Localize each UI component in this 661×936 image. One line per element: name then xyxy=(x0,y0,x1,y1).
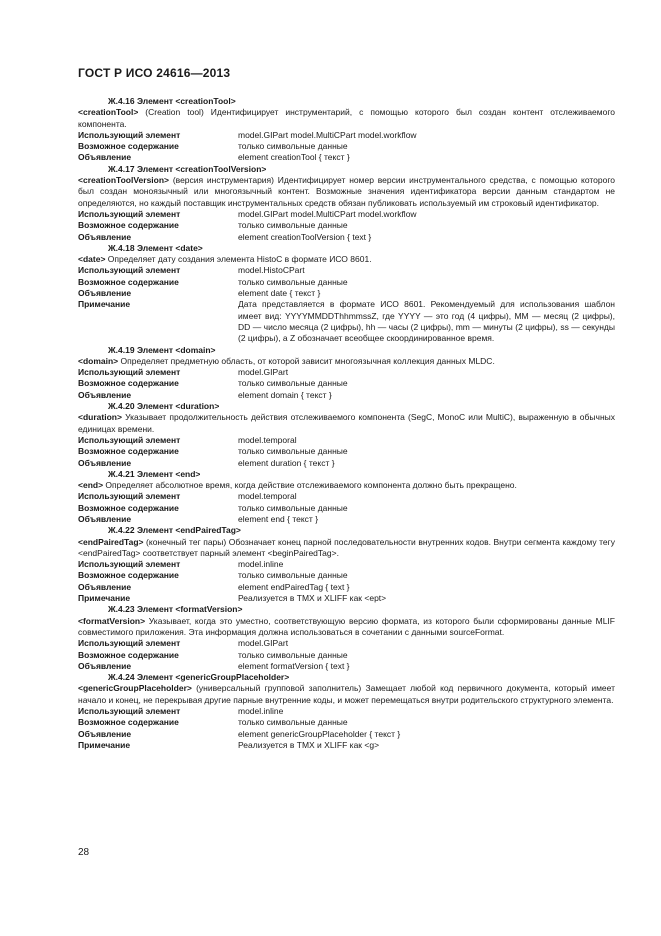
section-description xyxy=(78,537,615,560)
element-tag: <genericGroupPlaceholder> xyxy=(78,683,192,694)
section-description xyxy=(78,480,615,491)
property-row xyxy=(78,378,615,389)
property-value: только символьные данные xyxy=(238,502,348,513)
property-label: Использующий элемент xyxy=(78,367,181,378)
element-tag: <creationToolVersion> xyxy=(78,175,170,186)
property-value: element date { текст } xyxy=(238,288,321,299)
element-tag: <formatVersion> xyxy=(78,615,146,626)
property-value: element creationTool { текст } xyxy=(238,152,350,163)
section-heading: Ж.4.18 Элемент <date> xyxy=(108,242,203,253)
element-tag: <duration> xyxy=(78,412,122,423)
description-text: (Creation tool) Идентифицирует инструментарий, с помощью которого был создан контент отслеживаемого компонента. xyxy=(78,107,615,129)
page-header-title: ГОСТ Р ИСО 24616—2013 xyxy=(78,66,231,80)
section-heading: Ж.4.20 Элемент <duration> xyxy=(108,401,220,412)
property-value: только символьные данные xyxy=(238,378,348,389)
property-row xyxy=(78,661,615,672)
property-label: Объявление xyxy=(78,581,132,592)
section-heading: Ж.4.16 Элемент <creationTool> xyxy=(108,96,236,106)
property-row xyxy=(78,570,615,581)
property-value: Реализуется в TMX и XLIFF как <ept> xyxy=(238,593,387,604)
property-row xyxy=(78,141,615,152)
property-value: Дата представляется в формате ИСО 8601. Рекомендуемый для использования шаблон имеет вид: YYYYMMDDThhmmssZ, где YYYY — это год (4 цифры), MM — месяц (2 цифры), DD — число месяца (2 цифры), hh — часы (2 цифры), mm — минуты (2 цифры), ss — секунды (2 цифры), а Z обозначает всеобщее скоординированное время. xyxy=(238,299,615,344)
section-description xyxy=(78,107,615,130)
property-value: только символьные данные xyxy=(238,276,348,287)
property-value: model.GIPart xyxy=(238,367,289,378)
property-label: Объявление xyxy=(78,288,132,299)
property-row xyxy=(78,130,615,141)
property-value: model.GIPart model.MultiCPart model.workflow xyxy=(238,129,417,140)
property-row xyxy=(78,299,615,344)
property-label: Объявление xyxy=(78,660,132,671)
property-label: Возможное содержание xyxy=(78,649,179,660)
property-label: Возможное содержание xyxy=(78,378,179,389)
page-number: 28 xyxy=(78,847,90,858)
property-row xyxy=(78,232,615,243)
property-label: Использующий элемент xyxy=(78,208,181,219)
property-value: model.temporal xyxy=(238,434,297,445)
property-row xyxy=(78,435,615,446)
element-tag: <endPairedTag> xyxy=(78,536,144,547)
property-label: Объявление xyxy=(78,513,132,524)
property-label: Объявление xyxy=(78,389,132,400)
description-text: Определяет предметную область, от которой зависит многоязычная коллекция данных MLDC. xyxy=(118,355,495,366)
property-value: model.GIPart model.MultiCPart model.workflow xyxy=(238,208,417,219)
property-value: element duration { текст } xyxy=(238,457,335,468)
property-row xyxy=(78,446,615,457)
property-label: Использующий элемент xyxy=(78,129,181,140)
property-value: element genericGroupPlaceholder { текст } xyxy=(238,728,401,739)
property-label: Примечание xyxy=(78,739,131,750)
property-value: только символьные данные xyxy=(238,717,348,728)
section-description xyxy=(78,356,615,367)
property-value: только символьные данные xyxy=(238,649,348,660)
element-tag: <date> xyxy=(78,254,106,265)
section-description xyxy=(78,683,615,706)
property-label: Возможное содержание xyxy=(78,141,179,152)
property-value: element domain { текст } xyxy=(238,389,332,400)
description-text: Определяет дату создания элемента HistoC в формате ИСО 8601. xyxy=(105,254,372,265)
property-value: только символьные данные xyxy=(238,141,348,152)
property-row xyxy=(78,152,615,163)
section-heading: Ж.4.19 Элемент <domain> xyxy=(108,344,216,355)
property-row xyxy=(78,593,615,604)
property-value: только символьные данные xyxy=(238,446,348,457)
section-description xyxy=(78,616,615,639)
property-row xyxy=(78,503,615,514)
property-row xyxy=(78,209,615,220)
property-label: Возможное содержание xyxy=(78,717,179,728)
property-row xyxy=(78,390,615,401)
property-row xyxy=(78,638,615,649)
property-value: model.temporal xyxy=(238,491,297,502)
document-body xyxy=(78,96,615,751)
property-label: Возможное содержание xyxy=(78,570,179,581)
property-row xyxy=(78,491,615,502)
property-label: Использующий элемент xyxy=(78,559,181,570)
description-text: Указывает продолжительность действия отслеживаемого компонента (SegC, MonoC или MultiC), выраженную в обычных единицах времени. xyxy=(78,412,615,434)
property-row xyxy=(78,582,615,593)
property-value: только символьные данные xyxy=(238,220,348,231)
property-row xyxy=(78,650,615,661)
property-label: Возможное содержание xyxy=(78,446,179,457)
property-label: Объявление xyxy=(78,457,132,468)
section-description xyxy=(78,175,615,209)
property-value: только символьные данные xyxy=(238,570,348,581)
property-value: Реализуется в TMX и XLIFF как <g> xyxy=(238,739,380,750)
section-heading: Ж.4.17 Элемент <creationToolVersion> xyxy=(108,163,267,174)
element-tag: <creationTool> xyxy=(78,107,139,118)
property-row xyxy=(78,367,615,378)
property-value: model.inline xyxy=(238,559,284,570)
property-label: Использующий элемент xyxy=(78,706,181,717)
property-row xyxy=(78,740,615,751)
description-text: (версия инструментария) Идентифицирует номер версии инструментального средства, с помощью которого был создан моноязычный или многоязычный контент. Возможные значения идентификатора версии данным стандартом не определяются, но каждый поставщик инструментальных средств обязан публиковать используемый им строковый идентификатор. xyxy=(78,175,615,208)
property-value: element endPairedTag { text } xyxy=(238,581,350,592)
property-label: Примечание xyxy=(78,593,131,604)
description-text: (универсальный групповой заполнитель) Замещает любой код первичного документа, который имеет начало и конец, не перекрывая другие парные внутренние коды, и может перемещаться внутри родительского структурного элемента. xyxy=(78,683,615,705)
property-label: Объявление xyxy=(78,152,132,163)
property-row xyxy=(78,514,615,525)
element-tag: <end> xyxy=(78,480,104,491)
property-label: Объявление xyxy=(78,728,132,739)
property-row xyxy=(78,559,615,570)
property-row xyxy=(78,706,615,717)
property-label: Использующий элемент xyxy=(78,638,181,649)
property-label: Использующий элемент xyxy=(78,265,181,276)
property-value: element creationToolVersion { text } xyxy=(238,231,372,242)
property-row xyxy=(78,220,615,231)
property-label: Возможное содержание xyxy=(78,276,179,287)
section-description xyxy=(78,412,615,435)
property-row xyxy=(78,288,615,299)
property-value: element end { текст } xyxy=(238,513,319,524)
property-value: model.GIPart xyxy=(238,638,289,649)
section-heading: Ж.4.21 Элемент <end> xyxy=(108,468,201,479)
property-label: Возможное содержание xyxy=(78,220,179,231)
property-row xyxy=(78,729,615,740)
property-label: Использующий элемент xyxy=(78,434,181,445)
property-value: element formatVersion { text } xyxy=(238,660,350,671)
property-value: model.HistoCPart xyxy=(238,265,305,276)
property-value: model.inline xyxy=(238,706,284,717)
section-heading: Ж.4.24 Элемент <genericGroupPlaceholder> xyxy=(108,672,290,683)
property-row xyxy=(78,458,615,469)
property-label: Использующий элемент xyxy=(78,491,181,502)
description-text: Указывает, когда это уместно, соответствующую версию формата, из которого были сформированы данные MLIF совместимого приложения. Эта информация должна использоваться в сочетании с данными sourceFormat. xyxy=(78,615,615,637)
section-heading: Ж.4.23 Элемент <formatVersion> xyxy=(108,604,243,615)
description-text: (конечный тег пары) Обозначает конец парной последовательности внутренних кодов. Внутри сегмента каждому тегу <endPairedTag> соответствует парный элемент <beginPairedTag>. xyxy=(78,536,615,558)
section-description xyxy=(78,254,615,265)
property-row xyxy=(78,265,615,276)
section-heading: Ж.4.22 Элемент <endPairedTag> xyxy=(108,525,241,536)
description-text: Определяет абсолютное время, когда действие отслеживаемого компонента должно быть прекращено. xyxy=(103,480,517,491)
property-row xyxy=(78,277,615,288)
property-row xyxy=(78,717,615,728)
element-tag: <domain> xyxy=(78,355,119,366)
property-label: Объявление xyxy=(78,231,132,242)
property-label: Примечание xyxy=(78,299,131,310)
property-label: Возможное содержание xyxy=(78,502,179,513)
